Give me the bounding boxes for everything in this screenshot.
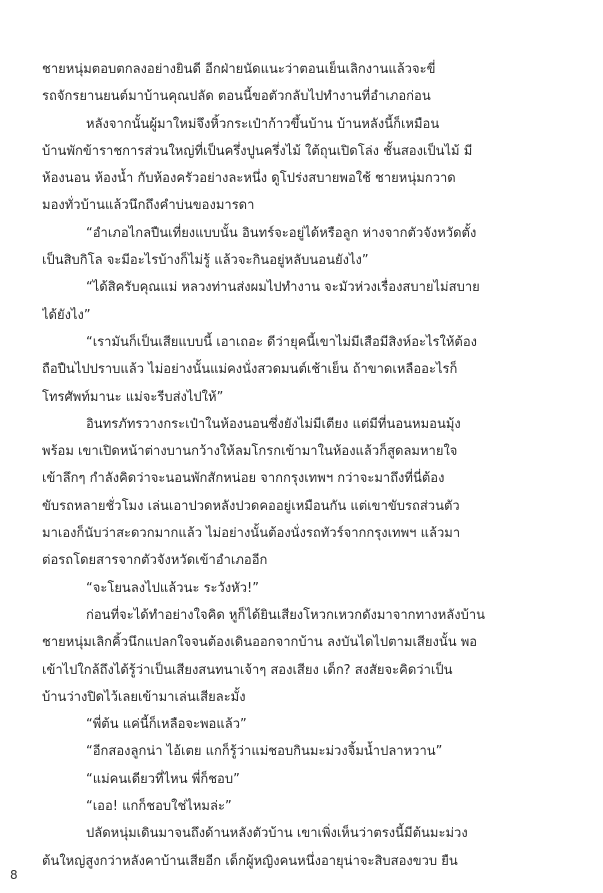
- text-line: อินทรภัทรวางกระเป๋าในห้องนอนซึ่งยังไม่มีเตียง แต่มีที่นอนหมอนมุ้ง: [86, 416, 461, 432]
- text-line: รถจักรยานยนต์มาบ้านคุณปลัด ตอนนี้ขอตัวกลับไปทำงานที่อำเภอก่อน: [42, 89, 431, 105]
- text-line: “ได้สิครับคุณแม่ หลวงท่านส่งผมไปทำงาน จะมัวห่วงเรื่องสบายไม่สบาย: [86, 280, 480, 296]
- text-line: เข้าไปใกล้ถึงได้รู้ว่าเป็นเสียงสนทนาเจ้าๆ สองเสียง เด็ก? สงสัยจะคิดว่าเป็น: [42, 662, 453, 678]
- text-line: เข้าลึกๆ กำลังคิดว่าจะนอนพักสักหน่อย จากกรุงเทพฯ กว่าจะมาถึงที่นี่ต้อง: [42, 471, 445, 487]
- text-line: บ้านพักข้าราชการส่วนใหญ่ที่เป็นครึ่งปูนครึ่งไม้ ใต้ถุนเปิดโล่ง ชั้นสองเป็นไม้ มี: [42, 143, 473, 159]
- text-line: ต้นใหญ่สูงกว่าหลังคาบ้านเสียอีก เด็กผู้หญิงคนหนึ่งอายุน่าจะสิบสองขวบ ยืน: [42, 853, 458, 869]
- text-line: ชายหนุ่มเลิกคิ้วนึกแปลกใจจนต้องเดินออกจากบ้าน ลงบันไดไปตามเสียงนั้น พอ: [42, 635, 478, 651]
- text-line: “เออ! แกก็ชอบใช่ไหมล่ะ”: [86, 799, 232, 815]
- text-line: ต่อรถโดยสารจากตัวจังหวัดเข้าอำเภออีก: [42, 553, 268, 569]
- text-line: ห้องนอน ห้องน้ำ กับห้องครัวอย่างละหนึ่ง ดูโปร่งสบายพอใช้ ชายหนุ่มกวาด: [42, 171, 456, 187]
- page-number: 8: [10, 868, 18, 882]
- body-text: [42, 56, 570, 875]
- text-line: โทรศัพท์มานะ แม่จะรีบส่งไปให้”: [42, 389, 224, 405]
- text-line: “พี่ต้น แค่นี้ก็เหลือจะพอแล้ว”: [86, 717, 247, 733]
- text-line: หลังจากนั้นผู้มาใหม่จึงหิ้วกระเป๋าก้าวขึ้นบ้าน บ้านหลังนี้ก็เหมือน: [86, 116, 440, 132]
- text-line: “เรามันก็เป็นเสียแบบนี้ เอาเถอะ ดีว่ายุคนี้เขาไม่มีเสือมีสิงห์อะไรให้ต้อง: [86, 334, 478, 350]
- text-line: ชายหนุ่มตอบตกลงอย่างยินดี อีกฝ่ายนัดแนะว่าตอนเย็นเลิกงานแล้วจะขี่: [42, 62, 436, 77]
- text-line: พร้อม เขาเปิดหน้าต่างบานกว้างให้ลมโกรกเข้ามาในห้องแล้วก็สูดลมหายใจ: [42, 444, 458, 460]
- text-line: ก่อนที่จะได้ทำอย่างใจคิด หูก็ได้ยินเสียงโหวกเหวกดังมาจากทางหลังบ้าน: [86, 607, 486, 623]
- text-line: “จะโยนลงไปแล้วนะ ระวังหัว!”: [86, 580, 259, 596]
- text-line: บ้านว่างปิดไว้เลยเข้ามาเล่นเสียละมั้ง: [42, 689, 246, 705]
- text-line: มาเองก็นับว่าสะดวกมากแล้ว ไม่อย่างนั้นต้องนั่งรถทัวร์จากกรุงเทพฯ แล้วมา: [42, 526, 461, 542]
- text-line: “อำเภอไกลปืนเที่ยงแบบนั้น อินทร์จะอยู่ได้หรือลูก ห่างจากตัวจังหวัดตั้ง: [86, 225, 477, 241]
- text-line: ถือปืนไปปราบแล้ว ไม่อย่างนั้นแม่คงนั่งสวดมนต์เช้าเย็น ถ้าขาดเหลืออะไรก็: [42, 362, 458, 378]
- text-line: ขับรถหลายชั่วโมง เล่นเอาปวดหลังปวดคออยู่เหมือนกัน แต่เขาขับรถส่วนตัว: [42, 498, 460, 514]
- text-line: “อีกสองลูกน่า ไอ้เตย แกก็รู้ว่าแม่ชอบกินมะม่วงจิ้มน้ำปลาหวาน”: [86, 744, 443, 760]
- text-line: มองทั่วบ้านแล้วนึกถึงคำบ่นของมารดา: [42, 198, 255, 214]
- text-line: ได้ยังไง”: [42, 307, 91, 323]
- text-line: ปลัดหนุ่มเดินมาจนถึงด้านหลังตัวบ้าน เขาเพิ่งเห็นว่าตรงนี้มีต้นมะม่วง: [86, 826, 468, 842]
- text-line: เป็นสิบกิโล จะมีอะไรบ้างก็ไม่รู้ แล้วจะกินอยู่หลับนอนยังไง”: [42, 253, 369, 269]
- text-line: “แม่คนเดียวที่ไหน พี่ก็ชอบ”: [86, 771, 240, 787]
